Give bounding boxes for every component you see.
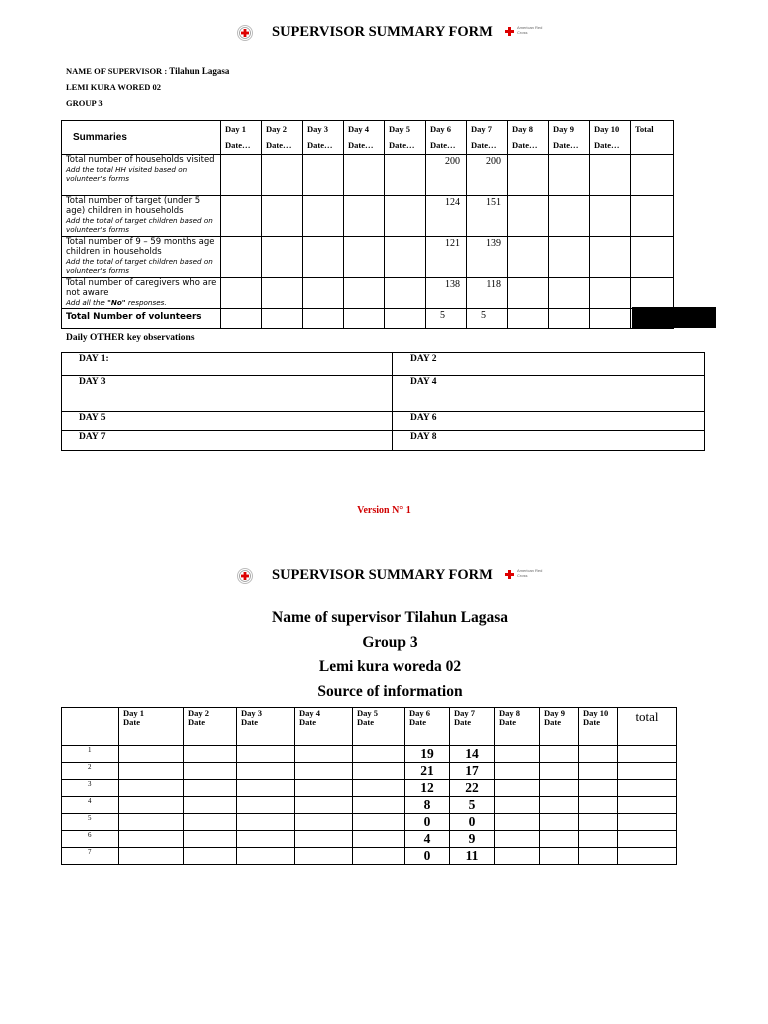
day7-value: 118 bbox=[467, 278, 508, 309]
form-header-2 bbox=[0, 565, 768, 589]
supervisor-name: Tilahun Lagasa bbox=[169, 66, 230, 76]
table-row bbox=[62, 831, 677, 848]
day7-value: 139 bbox=[467, 237, 508, 278]
day6-value: 8 bbox=[405, 797, 450, 814]
day-header: Day 5 Date… bbox=[385, 121, 426, 155]
day6-value: 19 bbox=[405, 746, 450, 763]
volunteers-label: Total Number of volunteers bbox=[62, 309, 221, 329]
total-header: Total bbox=[631, 121, 674, 155]
volunteers-row bbox=[62, 309, 674, 329]
day-header: Day 2 Date… bbox=[262, 121, 303, 155]
summary-header-row bbox=[62, 121, 674, 155]
observation-cell: DAY 7 bbox=[62, 431, 393, 451]
day6-value: 12 bbox=[405, 780, 450, 797]
day-header: Day 7 Date bbox=[450, 708, 495, 746]
day-header: Day 4 Date bbox=[295, 708, 353, 746]
day6-value: 21 bbox=[405, 763, 450, 780]
row-number: 2 bbox=[62, 763, 119, 780]
observation-cell: DAY 6 bbox=[393, 412, 705, 431]
day-header: Day 3 Date… bbox=[303, 121, 344, 155]
row-number: 1 bbox=[62, 746, 119, 763]
version-label: Version N° 1 bbox=[357, 505, 411, 516]
day-header: Day 3 Date bbox=[237, 708, 295, 746]
red-cross-icon bbox=[505, 27, 514, 36]
observation-row bbox=[62, 431, 705, 451]
row-label: Total number of 9 – 59 months age children in households Add the total of target children based on volunteer's forms bbox=[62, 237, 221, 278]
day6-value: 0 bbox=[405, 848, 450, 865]
row-label: Total number of caregivers who are not aware Add all the "No" responses. bbox=[62, 278, 221, 309]
summary-table bbox=[61, 120, 674, 329]
row-note: Add the total of target children based on volunteer's forms bbox=[66, 216, 213, 234]
observation-cell: DAY 3 bbox=[62, 376, 393, 412]
day-header: Day 6 Date bbox=[405, 708, 450, 746]
row-number: 7 bbox=[62, 848, 119, 865]
blacked-out-cell bbox=[632, 307, 716, 328]
day6-value: 138 bbox=[426, 278, 467, 309]
day6-value: 121 bbox=[426, 237, 467, 278]
table-row bbox=[62, 746, 677, 763]
day-header: Day 1 Date… bbox=[221, 121, 262, 155]
red-cross-emblem-icon bbox=[237, 25, 253, 41]
row-note: Add the total HH visited based on volunteer's forms bbox=[66, 165, 188, 183]
source-header-row bbox=[62, 708, 677, 746]
day6-value: 5 bbox=[426, 309, 467, 329]
table-row bbox=[62, 780, 677, 797]
day7-value: 17 bbox=[450, 763, 495, 780]
woreda-label: LEMI KURA WORED 02 bbox=[66, 82, 162, 92]
table-row bbox=[62, 848, 677, 865]
woreda-heading: Lemi kura woreda 02 bbox=[318, 658, 462, 675]
day-header: Day 10 Date bbox=[579, 708, 618, 746]
day-header: Day 5 Date bbox=[353, 708, 405, 746]
observation-cell: DAY 4 bbox=[393, 376, 705, 412]
observation-cell: DAY 2 bbox=[393, 353, 705, 376]
day-header: Day 4 Date… bbox=[344, 121, 385, 155]
day-header: Day 7 Date… bbox=[467, 121, 508, 155]
row-label: Total number of households visited Add the total HH visited based on volunteer's forms bbox=[62, 155, 221, 196]
day7-value: 9 bbox=[450, 831, 495, 848]
day-header: Day 10 Date… bbox=[590, 121, 631, 155]
table-row bbox=[62, 797, 677, 814]
table-row bbox=[62, 237, 674, 278]
day6-value: 4 bbox=[405, 831, 450, 848]
observation-cell: DAY 1: bbox=[62, 353, 393, 376]
supervisor-info bbox=[66, 63, 229, 111]
day7-value: 0 bbox=[450, 814, 495, 831]
american-red-cross-logo bbox=[505, 25, 545, 39]
form-header bbox=[0, 22, 768, 46]
source-heading: Source of information bbox=[317, 683, 463, 700]
logo-text: American Red Cross bbox=[517, 568, 543, 578]
form-title: SUPERVISOR SUMMARY FORM bbox=[272, 24, 493, 40]
observation-row bbox=[62, 376, 705, 412]
source-table bbox=[61, 707, 677, 865]
observations-title: Daily OTHER key observations bbox=[66, 333, 195, 343]
table-row bbox=[62, 763, 677, 780]
observation-row bbox=[62, 412, 705, 431]
table-row bbox=[62, 278, 674, 309]
day-header: Day 9 Date bbox=[540, 708, 579, 746]
red-cross-icon bbox=[505, 570, 514, 579]
day7-value: 11 bbox=[450, 848, 495, 865]
day-header: Day 6 Date… bbox=[426, 121, 467, 155]
day7-value: 5 bbox=[450, 797, 495, 814]
observations-table bbox=[61, 352, 705, 451]
day-header: Day 8 Date… bbox=[508, 121, 549, 155]
red-cross-emblem-icon bbox=[237, 568, 253, 584]
group-label: GROUP 3 bbox=[66, 98, 103, 108]
day-header: Day 2 Date bbox=[184, 708, 237, 746]
day7-value: 22 bbox=[450, 780, 495, 797]
day7-value: 5 bbox=[467, 309, 508, 329]
day-header: Day 9 Date… bbox=[549, 121, 590, 155]
group-heading: Group 3 bbox=[362, 634, 418, 651]
summaries-header: Summaries bbox=[62, 121, 221, 155]
american-red-cross-logo bbox=[505, 568, 545, 582]
day6-value: 200 bbox=[426, 155, 467, 196]
row-number: 6 bbox=[62, 831, 119, 848]
table-row bbox=[62, 196, 674, 237]
row-note: Add the total of target children based on volunteer's forms bbox=[66, 257, 213, 275]
row-note: Add all the "No" responses. bbox=[66, 298, 167, 307]
day-header: Day 1 Date bbox=[119, 708, 184, 746]
table-row bbox=[62, 155, 674, 196]
day-header: Day 8 Date bbox=[495, 708, 540, 746]
form-title: SUPERVISOR SUMMARY FORM bbox=[272, 567, 493, 583]
row-number: 4 bbox=[62, 797, 119, 814]
row-number: 5 bbox=[62, 814, 119, 831]
observation-cell: DAY 8 bbox=[393, 431, 705, 451]
observation-row bbox=[62, 353, 705, 376]
row-number: 3 bbox=[62, 780, 119, 797]
day7-value: 14 bbox=[450, 746, 495, 763]
day7-value: 151 bbox=[467, 196, 508, 237]
total-header: total bbox=[618, 708, 677, 746]
row-label: Total number of target (under 5 age) children in households Add the total of target children based on volunteer's forms bbox=[62, 196, 221, 237]
table-row bbox=[62, 814, 677, 831]
day6-value: 124 bbox=[426, 196, 467, 237]
logo-text: American Red Cross bbox=[517, 25, 543, 35]
supervisor-heading: Name of supervisor Tilahun Lagasa bbox=[272, 609, 508, 626]
day6-value: 0 bbox=[405, 814, 450, 831]
supervisor-label: NAME OF SUPERVISOR : bbox=[66, 66, 168, 76]
observation-cell: DAY 5 bbox=[62, 412, 393, 431]
day7-value: 200 bbox=[467, 155, 508, 196]
blank-header bbox=[62, 708, 119, 746]
